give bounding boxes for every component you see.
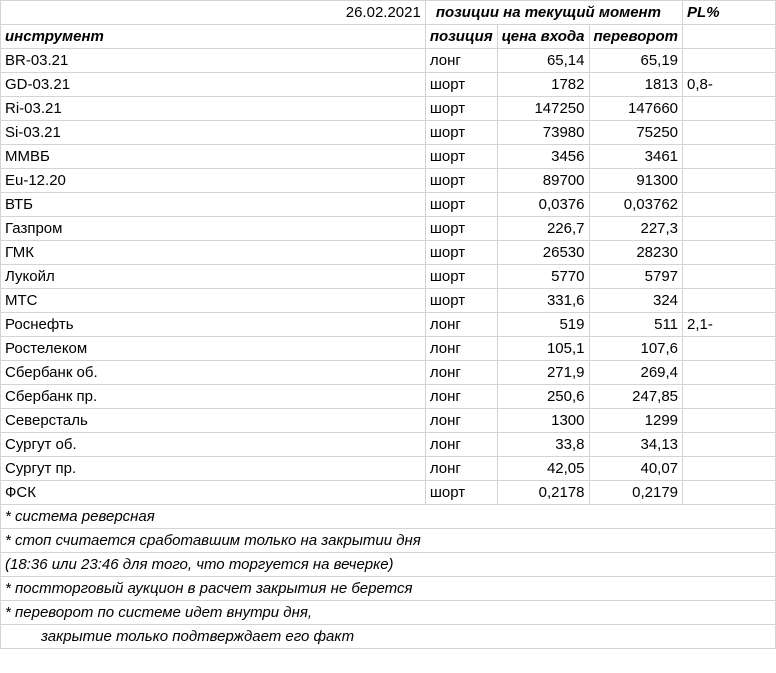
cell-position[interactable]: шорт [425,217,497,241]
empty-cell[interactable] [683,601,776,625]
cell-position[interactable]: шорт [425,265,497,289]
cell-flip[interactable]: 107,6 [589,337,683,361]
note-text[interactable]: (18:36 или 23:46 для того, что торгуется на вечерке) [1,553,426,577]
table-row [1,145,776,169]
col-header-entry[interactable]: цена входа [497,25,589,49]
cell-pl[interactable] [683,481,776,505]
cell-flip[interactable]: 269,4 [589,361,683,385]
cell-flip[interactable]: 34,13 [589,433,683,457]
cell-entry[interactable]: 331,6 [497,289,589,313]
cell-flip[interactable]: 227,3 [589,217,683,241]
cell-position[interactable]: лонг [425,337,497,361]
cell-instrument[interactable]: ВТБ [1,193,426,217]
table-row [1,121,776,145]
cell-pl[interactable] [683,457,776,481]
empty-cell[interactable] [589,577,683,601]
cell-instrument[interactable]: Северсталь [1,409,426,433]
empty-cell[interactable] [497,577,589,601]
cell-position[interactable]: лонг [425,385,497,409]
cell-pl[interactable] [683,265,776,289]
cell-position[interactable]: шорт [425,169,497,193]
empty-cell[interactable] [497,553,589,577]
note-row [1,553,776,577]
col-header-flip[interactable]: переворот [589,25,683,49]
empty-cell[interactable] [683,553,776,577]
cell-pl[interactable] [683,433,776,457]
empty-cell[interactable] [497,601,589,625]
col-header-position[interactable]: позиция [425,25,497,49]
cell-entry[interactable]: 42,05 [497,457,589,481]
cell-instrument[interactable]: Ростелеком [1,337,426,361]
cell-entry[interactable]: 226,7 [497,217,589,241]
cell-instrument[interactable]: Газпром [1,217,426,241]
table-row [1,265,776,289]
cell-flip[interactable]: 0,2179 [589,481,683,505]
column-header-row [1,25,776,49]
empty-cell[interactable] [425,529,497,553]
cell-instrument[interactable]: GD-03.21 [1,73,426,97]
cell-position[interactable]: шорт [425,121,497,145]
table-row [1,337,776,361]
cell-pl[interactable] [683,145,776,169]
cell-entry[interactable]: 1300 [497,409,589,433]
table-row [1,289,776,313]
col-header-instrument[interactable]: инструмент [1,25,426,49]
pl-header[interactable]: PL% [683,1,776,25]
cell-entry[interactable]: 89700 [497,169,589,193]
cell-pl[interactable] [683,193,776,217]
empty-cell[interactable] [497,505,589,529]
empty-cell[interactable] [683,505,776,529]
empty-cell[interactable] [425,625,497,649]
cell-instrument[interactable]: МТС [1,289,426,313]
cell-flip[interactable]: 3461 [589,145,683,169]
cell-instrument[interactable]: ФСК [1,481,426,505]
cell-position[interactable]: шорт [425,73,497,97]
cell-position[interactable]: шорт [425,145,497,169]
cell-flip[interactable]: 91300 [589,169,683,193]
cell-flip[interactable]: 5797 [589,265,683,289]
table-row [1,97,776,121]
empty-cell[interactable] [589,505,683,529]
table-row [1,481,776,505]
cell-pl[interactable] [683,409,776,433]
cell-pl[interactable] [683,49,776,73]
cell-entry[interactable]: 3456 [497,145,589,169]
cell-entry[interactable]: 5770 [497,265,589,289]
date-cell[interactable]: 26.02.2021 [1,1,426,25]
note-text[interactable]: * система реверсная [1,505,426,529]
table-row [1,409,776,433]
cell-entry[interactable]: 250,6 [497,385,589,409]
table-row [1,73,776,97]
cell-entry[interactable]: 519 [497,313,589,337]
cell-flip[interactable]: 75250 [589,121,683,145]
note-row [1,505,776,529]
cell-instrument[interactable]: ММВБ [1,145,426,169]
cell-flip[interactable]: 247,85 [589,385,683,409]
cell-position[interactable]: шорт [425,193,497,217]
cell-position[interactable]: лонг [425,409,497,433]
cell-pl[interactable] [683,97,776,121]
cell-pl[interactable] [683,241,776,265]
table-row [1,49,776,73]
table-row [1,313,776,337]
cell-instrument[interactable]: Сургут об. [1,433,426,457]
table-row [1,169,776,193]
cell-flip[interactable]: 511 [589,313,683,337]
cell-pl[interactable] [683,289,776,313]
cell-instrument[interactable]: Роснефть [1,313,426,337]
empty-cell[interactable] [425,601,497,625]
cell-instrument[interactable]: Лукойл [1,265,426,289]
cell-pl[interactable]: 0,8- [683,73,776,97]
empty-cell[interactable] [589,625,683,649]
note-row [1,625,776,649]
table-row [1,385,776,409]
cell-entry[interactable]: 26530 [497,241,589,265]
cell-flip[interactable]: 65,19 [589,49,683,73]
note-row [1,601,776,625]
cell-entry[interactable]: 0,0376 [497,193,589,217]
empty-cell[interactable] [589,601,683,625]
empty-cell[interactable] [425,553,497,577]
cell-entry[interactable]: 73980 [497,121,589,145]
cell-pl[interactable] [683,337,776,361]
empty-cell[interactable] [425,577,497,601]
cell-entry[interactable]: 105,1 [497,337,589,361]
empty-cell[interactable] [589,529,683,553]
cell-position[interactable]: лонг [425,361,497,385]
cell-instrument[interactable]: Сбербанк об. [1,361,426,385]
cell-flip[interactable]: 1299 [589,409,683,433]
table-row [1,217,776,241]
note-text[interactable]: * переворот по системе идет внутри дня, [1,601,426,625]
cell-position[interactable]: лонг [425,433,497,457]
cell-pl[interactable] [683,361,776,385]
cell-entry[interactable]: 271,9 [497,361,589,385]
cell-flip[interactable]: 0,03762 [589,193,683,217]
empty-cell[interactable] [683,529,776,553]
cell-instrument[interactable]: BR-03.21 [1,49,426,73]
cell-position[interactable]: шорт [425,241,497,265]
cell-instrument[interactable]: Eu-12.20 [1,169,426,193]
cell-pl[interactable]: 2,1- [683,313,776,337]
cell-instrument[interactable]: Si-03.21 [1,121,426,145]
cell-pl[interactable] [683,217,776,241]
cell-pl[interactable] [683,169,776,193]
note-row [1,529,776,553]
note-text[interactable]: * постторговый аукцион в расчет закрытия не берется [1,577,426,601]
table-row [1,241,776,265]
empty-cell[interactable] [497,625,589,649]
note-text[interactable]: закрытие только подтверждает его факт [1,625,426,649]
sheet-title[interactable]: позиции на текущий момент [425,1,682,25]
empty-cell[interactable] [683,577,776,601]
table-row [1,433,776,457]
note-row [1,577,776,601]
cell-flip[interactable]: 324 [589,289,683,313]
empty-cell[interactable] [497,529,589,553]
note-text[interactable]: * стоп считается сработавшим только на закрытии дня [1,529,426,553]
cell-entry[interactable]: 1782 [497,73,589,97]
cell-pl[interactable] [683,121,776,145]
empty-cell[interactable] [425,505,497,529]
cell-position[interactable]: лонг [425,313,497,337]
header-row [1,1,776,25]
cell-position[interactable]: лонг [425,49,497,73]
cell-instrument[interactable]: Сургут пр. [1,457,426,481]
table-row [1,457,776,481]
empty-cell[interactable] [683,625,776,649]
cell-instrument[interactable]: Ri-03.21 [1,97,426,121]
cell-flip[interactable]: 40,07 [589,457,683,481]
table-row [1,361,776,385]
cell-flip[interactable]: 28230 [589,241,683,265]
cell-position[interactable]: шорт [425,97,497,121]
cell-position[interactable]: лонг [425,457,497,481]
cell-pl[interactable] [683,385,776,409]
cell-entry[interactable]: 65,14 [497,49,589,73]
sheet-body [1,1,776,649]
cell-position[interactable]: шорт [425,481,497,505]
cell-instrument[interactable]: ГМК [1,241,426,265]
cell-flip[interactable]: 147660 [589,97,683,121]
col-header-pl-empty[interactable] [683,25,776,49]
cell-entry[interactable]: 33,8 [497,433,589,457]
empty-cell[interactable] [589,553,683,577]
cell-flip[interactable]: 1813 [589,73,683,97]
table-row [1,193,776,217]
cell-position[interactable]: шорт [425,289,497,313]
cell-instrument[interactable]: Сбербанк пр. [1,385,426,409]
cell-entry[interactable]: 147250 [497,97,589,121]
cell-entry[interactable]: 0,2178 [497,481,589,505]
